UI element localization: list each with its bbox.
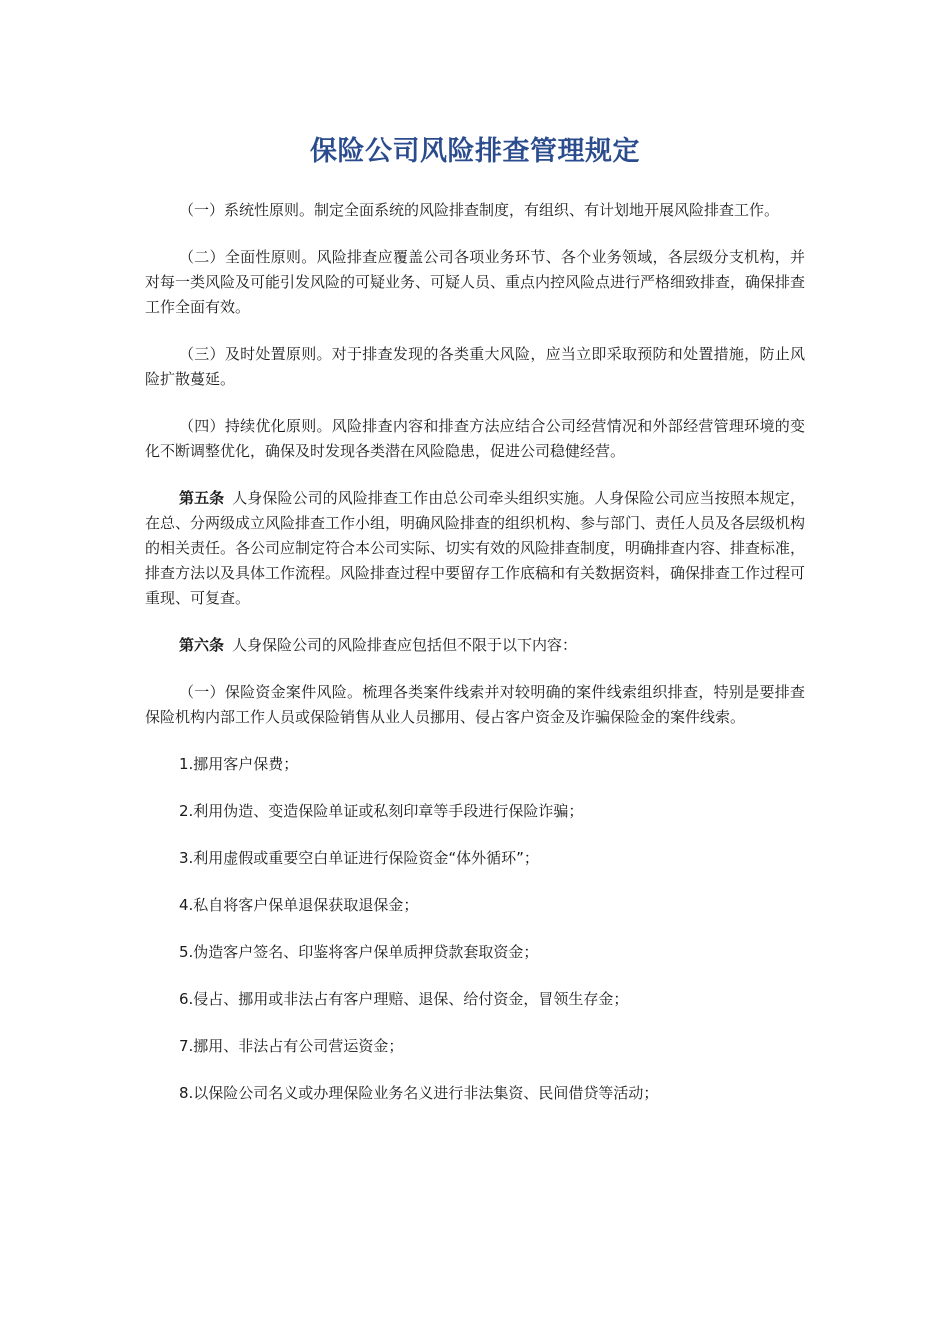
list-item: 4.私自将客户保单退保获取退保金； bbox=[179, 896, 419, 914]
list-item: 2.利用伪造、变造保险单证或私刻印章等手段进行保险诈骗； bbox=[179, 802, 584, 820]
article-text: 人身保险公司的风险排查应包括但不限于以下内容： bbox=[232, 636, 578, 654]
section-paragraph: （一）保险资金案件风险。梳理各类案件线索并对较明确的案件线索组织排查，特别是要排查保险机构内部工作人员或保险销售从业人员挪用、侵占客户资金及诈骗保险金的案件线索。 bbox=[145, 683, 805, 726]
list-item: 6.侵占、挪用或非法占有客户理赔、退保、给付资金，冒领生存金； bbox=[179, 990, 629, 1008]
list-item: 5.伪造客户签名、印鉴将客户保单质押贷款套取资金； bbox=[179, 943, 539, 961]
document-title: 保险公司风险排查管理规定 bbox=[310, 136, 640, 167]
article-text: 人身保险公司的风险排查工作由总公司牵头组织实施。人身保险公司应当按照本规定，在总、分两级成立风险排查工作小组，明确风险排查的组织机构、参与部门、责任人员及各层级机构的相关责任。各公司应制定符合本公司实际、切实有效的风险排查制度，明确排查内容、排查标准，排查方法以及具体工作流程。风险排查过程中要留存工作底稿和有关数据资料，确保排查工作过程可重现、可复查。 bbox=[145, 489, 806, 607]
article-paragraph bbox=[145, 486, 805, 611]
article-number: 第六条 bbox=[179, 636, 225, 654]
list-item: 8.以保险公司名义或办理保险业务名义进行非法集资、民间借贷等活动； bbox=[179, 1084, 659, 1102]
principle-paragraph: （四）持续优化原则。风险排查内容和排查方法应结合公司经营情况和外部经营管理环境的变化不断调整优化，确保及时发现各类潜在风险隐患，促进公司稳健经营。 bbox=[145, 417, 805, 460]
principle-paragraph: （一）系统性原则。制定全面系统的风险排查制度，有组织、有计划地开展风险排查工作。 bbox=[179, 201, 780, 219]
list-item: 7.挪用、非法占有公司营运资金； bbox=[179, 1037, 404, 1055]
article-paragraph bbox=[145, 633, 805, 658]
list-item: 3.利用虚假或重要空白单证进行保险资金“体外循环”； bbox=[179, 849, 539, 867]
document-body bbox=[145, 198, 805, 1128]
principle-paragraph: （二）全面性原则。风险排查应覆盖公司各项业务环节、各个业务领域，各层级分支机构，并对每一类风险及可能引发风险的可疑业务、可疑人员、重点内控风险点进行严格细致排查，确保排查工作全面有效。 bbox=[145, 248, 806, 316]
principle-paragraph: （三）及时处置原则。对于排查发现的各类重大风险，应当立即采取预防和处置措施，防止风险扩散蔓延。 bbox=[145, 345, 805, 388]
article-number: 第五条 bbox=[179, 489, 225, 507]
list-item: 1.挪用客户保费； bbox=[179, 755, 299, 773]
